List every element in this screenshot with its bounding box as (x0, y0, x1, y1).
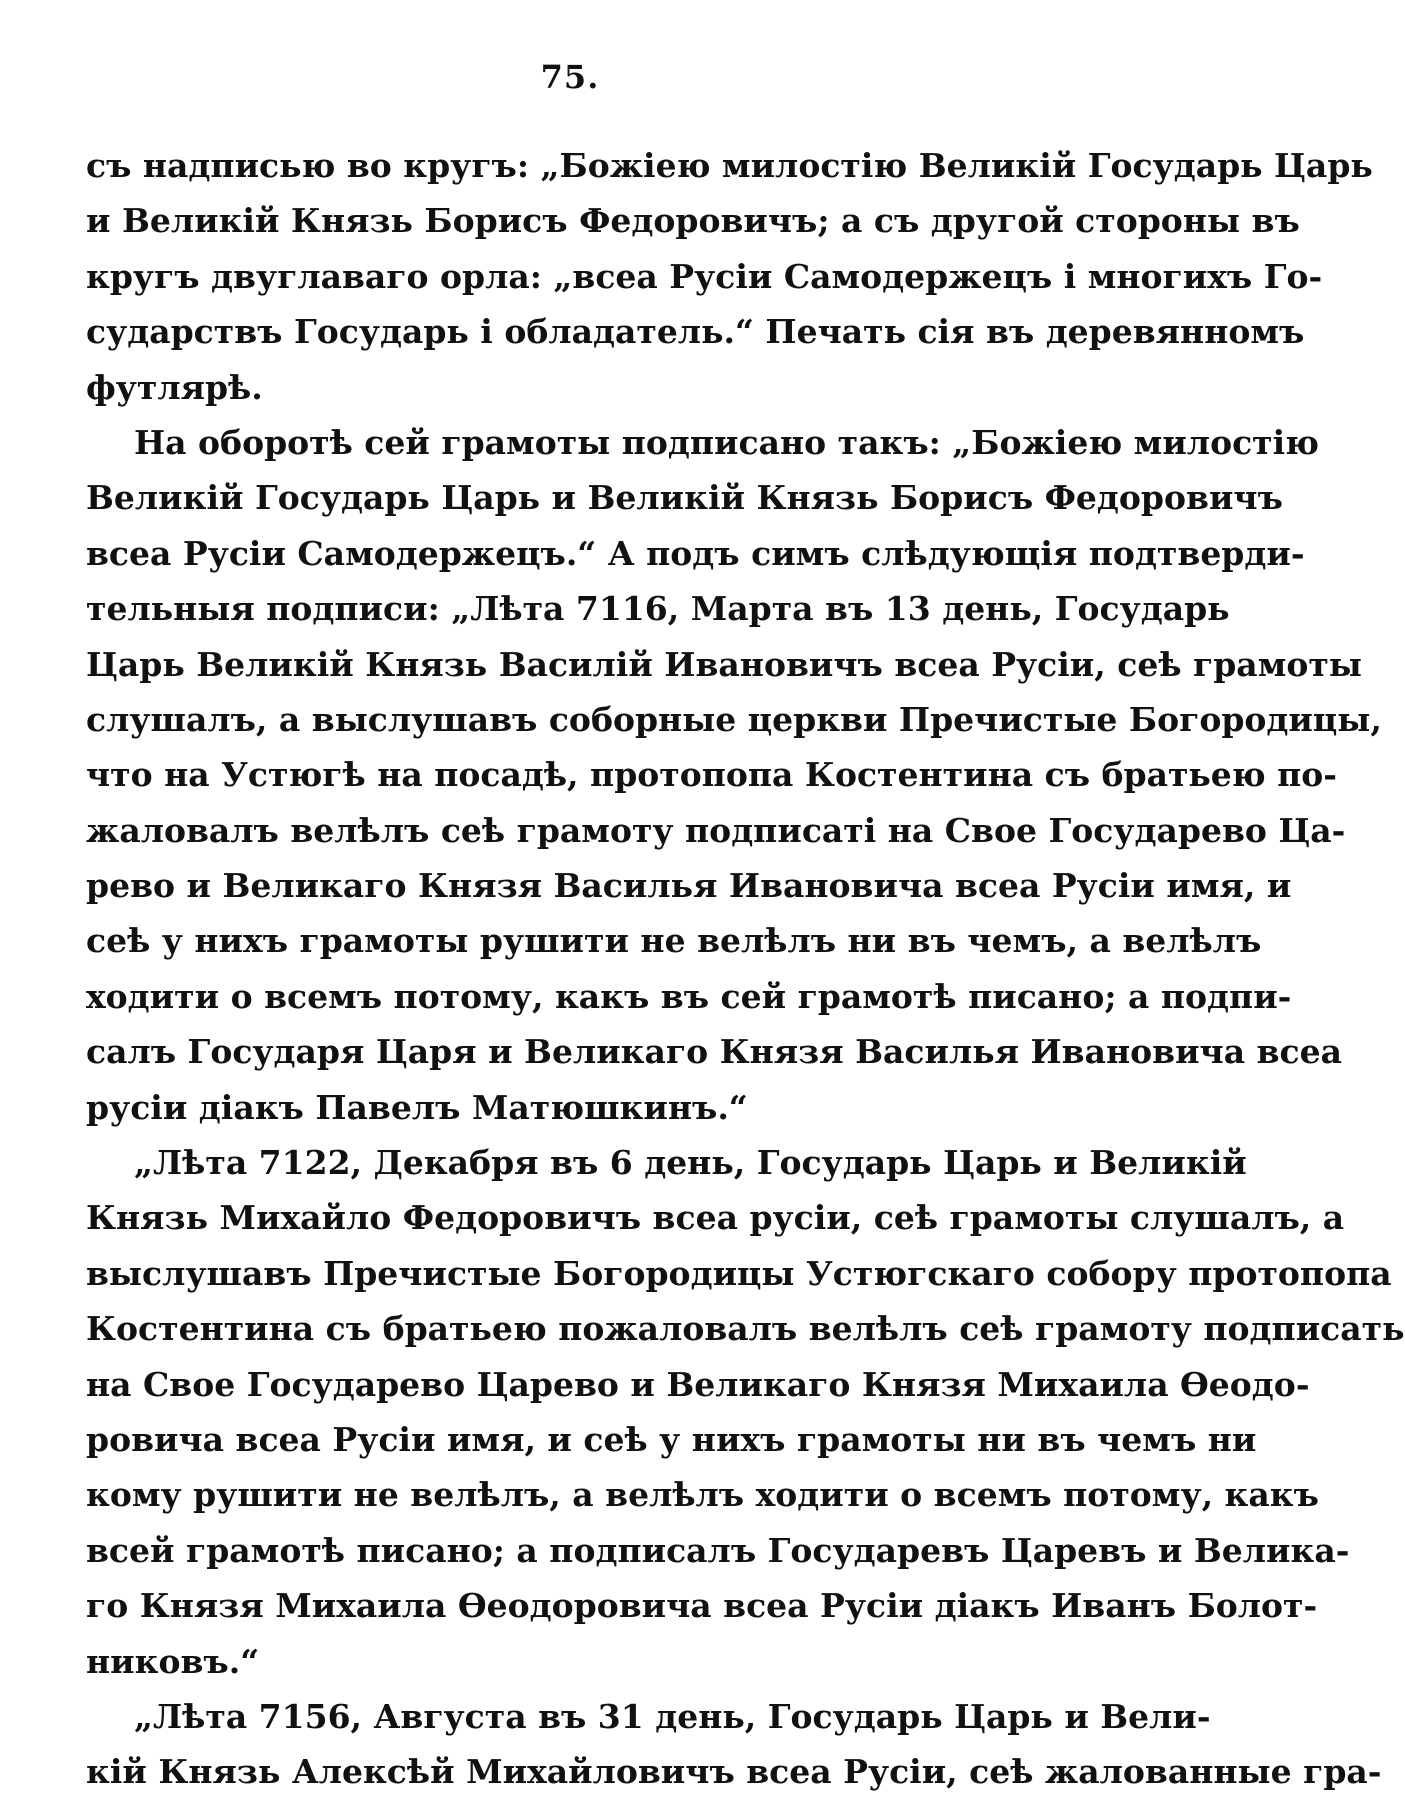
text-line: „Лѣта 7122, Декабря въ 6 день, Государь Царь и Великій (134, 1143, 1247, 1183)
text-line: что на Устюгѣ на посадѣ, протопопа Костентина съ братьею по- (86, 755, 1337, 795)
text-line: никовъ.“ (86, 1641, 260, 1681)
text-line: рево и Великаго Князя Василья Ивановича всеа Русіи имя, и (86, 866, 1292, 906)
text-line: сударствъ Государь і обладатель.“ Печать сія въ деревянномъ (86, 312, 1305, 352)
text-line: кому рушити не велѣлъ, а велѣлъ ходити о всемъ потому, какъ (86, 1475, 1319, 1515)
text-line: На оборотѣ сей грамоты подписано такъ: „Божіею милостію (134, 422, 1320, 462)
paragraph-3 (86, 1135, 1405, 1689)
text-line: кій Князь Алексѣй Михайловичъ всеа Русіи, сеѣ жалованные гра- (86, 1752, 1382, 1792)
text-line: всей грамотѣ писано; а подписалъ Государевъ Царевъ и Велика- (86, 1530, 1350, 1570)
text-line: го Князя Михаила Өеодоровича всеа Русіи діакъ Иванъ Болот- (86, 1586, 1318, 1626)
paragraph-2 (86, 415, 1382, 1135)
text-line: всеа Русіи Самодержецъ.“ А подъ симъ слѣдующія подтверди- (86, 533, 1305, 573)
text-line: Князь Михайло Федоровичъ всеа русіи, сеѣ грамоты слушалъ, а (86, 1198, 1345, 1238)
text-line: сеѣ у нихъ грамоты рушити не велѣлъ ни въ чемъ, а велѣлъ (86, 921, 1262, 961)
body-text (86, 138, 1405, 1800)
text-line: „Лѣта 7156, Августа въ 31 день, Государь Царь и Вели- (134, 1696, 1211, 1736)
page-number: 75. (540, 58, 600, 96)
text-line: съ надписью во кругъ: „Божіею милостію Великій Государь Царь (86, 146, 1373, 185)
text-line: кругъ двуглаваго орла: „всеа Русіи Самодержецъ і многихъ Го- (86, 256, 1323, 296)
text-line: Великій Государь Царь и Великій Князь Борисъ Федоровичъ (86, 478, 1283, 518)
text-line: жаловалъ велѣлъ сеѣ грамоту подписаті на Свое Государево Ца- (86, 810, 1346, 850)
text-line: слушалъ, а выслушавъ соборные церкви Пречистые Богородицы, (86, 699, 1382, 739)
text-line: Костентина съ братьею пожаловалъ велѣлъ сеѣ грамоту подписать (86, 1309, 1405, 1349)
text-line: ровича всеа Русіи имя, и сеѣ у нихъ грамоты ни въ чемъ ни (86, 1419, 1257, 1459)
text-line: салъ Государя Царя и Великаго Князя Василья Ивановича всеа (86, 1032, 1342, 1072)
text-line: ходити о всемъ потому, какъ въ сей грамотѣ писано; а подпи- (86, 976, 1292, 1016)
text-line: тельныя подписи: „Лѣта 7116, Марта въ 13 день, Государь (86, 589, 1230, 629)
text-line: и Великій Князь Борисъ Федоровичъ; а съ другой стороны въ (86, 201, 1300, 241)
paragraph-4 (86, 1689, 1382, 1800)
paragraph-1 (86, 138, 1373, 415)
text-line: Царь Великій Князь Василій Ивановичъ всеа Русіи, сеѣ грамоты (86, 644, 1362, 684)
text-line: выслушавъ Пречистые Богородицы Устюгскаго собору протопопа (86, 1253, 1392, 1293)
text-line: русіи діакъ Павелъ Матюшкинъ.“ (86, 1087, 748, 1127)
text-line: футлярѣ. (86, 367, 263, 407)
text-line: на Свое Государево Царево и Великаго Князя Михаила Өеодо- (86, 1364, 1310, 1404)
